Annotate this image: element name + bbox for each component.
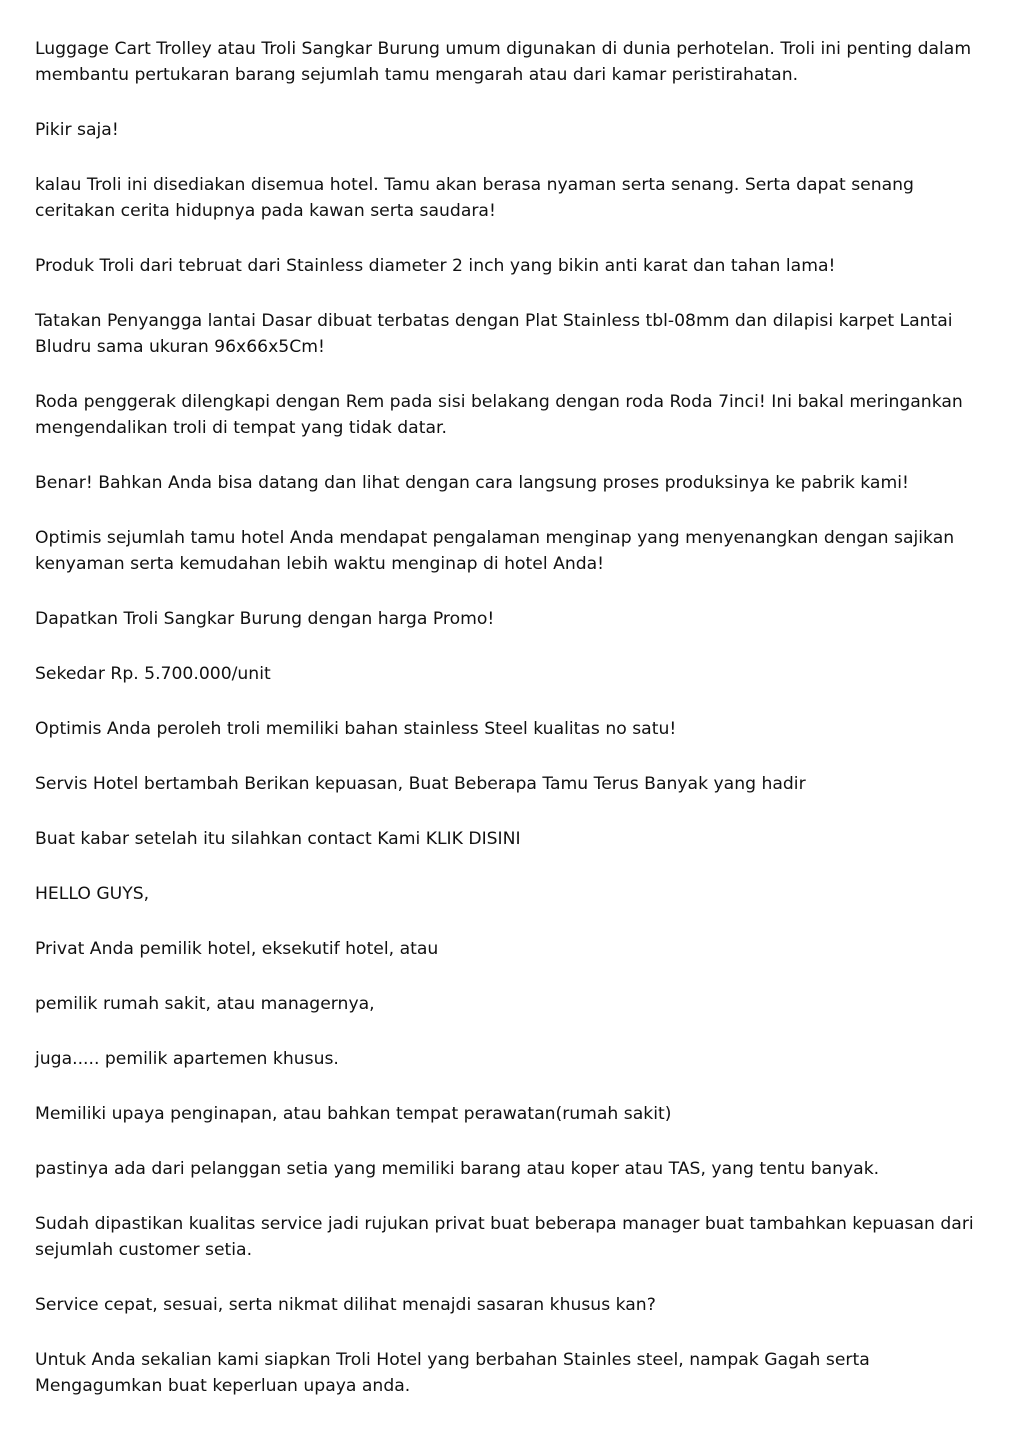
paragraph-rumah-sakit: pemilik rumah sakit, atau managernya, [35,994,375,1014]
paragraph-service-cepat: Service cepat, sesuai, serta nikmat dilihat menajdi sasaran khusus kan? [35,1295,656,1315]
paragraph-contact: Buat kabar setelah itu silahkan contact Kami KLIK DISINI [35,829,521,849]
document-body [35,36,985,1428]
paragraph-pelanggan: pastinya ada dari pelanggan setia yang memiliki barang atau koper atau TAS, yang tentu banyak. [35,1159,880,1179]
paragraph-hello: HELLO GUYS, [35,884,150,904]
paragraph-closing: Untuk Anda sekalian kami siapkan Troli Hotel yang berbahan Stainles steel, nampak Gagah serta Mengagumkan buat keperluan upaya anda. [35,1350,870,1396]
paragraph-intro: Luggage Cart Trolley atau Troli Sangkar Burung umum digunakan di dunia perhotelan. Troli ini penting dalam membantu pertukaran barang sejumlah tamu mengarah atau dari kamar peristirahatan. [35,39,972,85]
paragraph-penginapan: Memiliki upaya penginapan, atau bahkan tempat perawatan(rumah sakit) [35,1104,672,1124]
paragraph-pabrik: Benar! Bahkan Anda bisa datang dan lihat dengan cara langsung proses produksinya ke pabrik kami! [35,473,909,493]
paragraph-roda: Roda penggerak dilengkapi dengan Rem pada sisi belakang dengan roda Roda 7inci! Ini bakal meringankan mengendalikan troli di tempat yang tidak datar. [35,392,963,438]
paragraph-produk-stainless: Produk Troli dari tebruat dari Stainless diameter 2 inch yang bikin anti karat dan tahan lama! [35,256,836,276]
paragraph-kualitas: Optimis Anda peroleh troli memiliki bahan stainless Steel kualitas no satu! [35,719,677,739]
paragraph-pemilik-hotel: Privat Anda pemilik hotel, eksekutif hotel, atau [35,939,439,959]
paragraph-servis: Servis Hotel bertambah Berikan kepuasan, Buat Beberapa Tamu Terus Banyak yang hadir [35,774,806,794]
paragraph-pikir-saja: Pikir saja! [35,120,119,140]
paragraph-harga: Sekedar Rp. 5.700.000/unit [35,664,271,684]
paragraph-service-quality: Sudah dipastikan kualitas service jadi rujukan privat buat beberapa manager buat tambahkan kepuasan dari sejumlah customer setia. [35,1214,974,1260]
paragraph-apartemen: juga..... pemilik apartemen khusus. [35,1049,339,1069]
paragraph-tatakan: Tatakan Penyangga lantai Dasar dibuat terbatas dengan Plat Stainless tbl-08mm dan dilapisi karpet Lantai Bludru sama ukuran 96x66x5Cm! [35,311,953,357]
paragraph-optimis-tamu: Optimis sejumlah tamu hotel Anda mendapat pengalaman menginap yang menyenangkan dengan sajikan kenyaman serta kemudahan lebih waktu menginap di hotel Anda! [35,528,955,574]
paragraph-promo: Dapatkan Troli Sangkar Burung dengan harga Promo! [35,609,495,629]
paragraph-troli-hotel: kalau Troli ini disediakan disemua hotel. Tamu akan berasa nyaman serta senang. Serta dapat senang ceritakan cerita hidupnya pada kawan serta saudara! [35,175,914,221]
